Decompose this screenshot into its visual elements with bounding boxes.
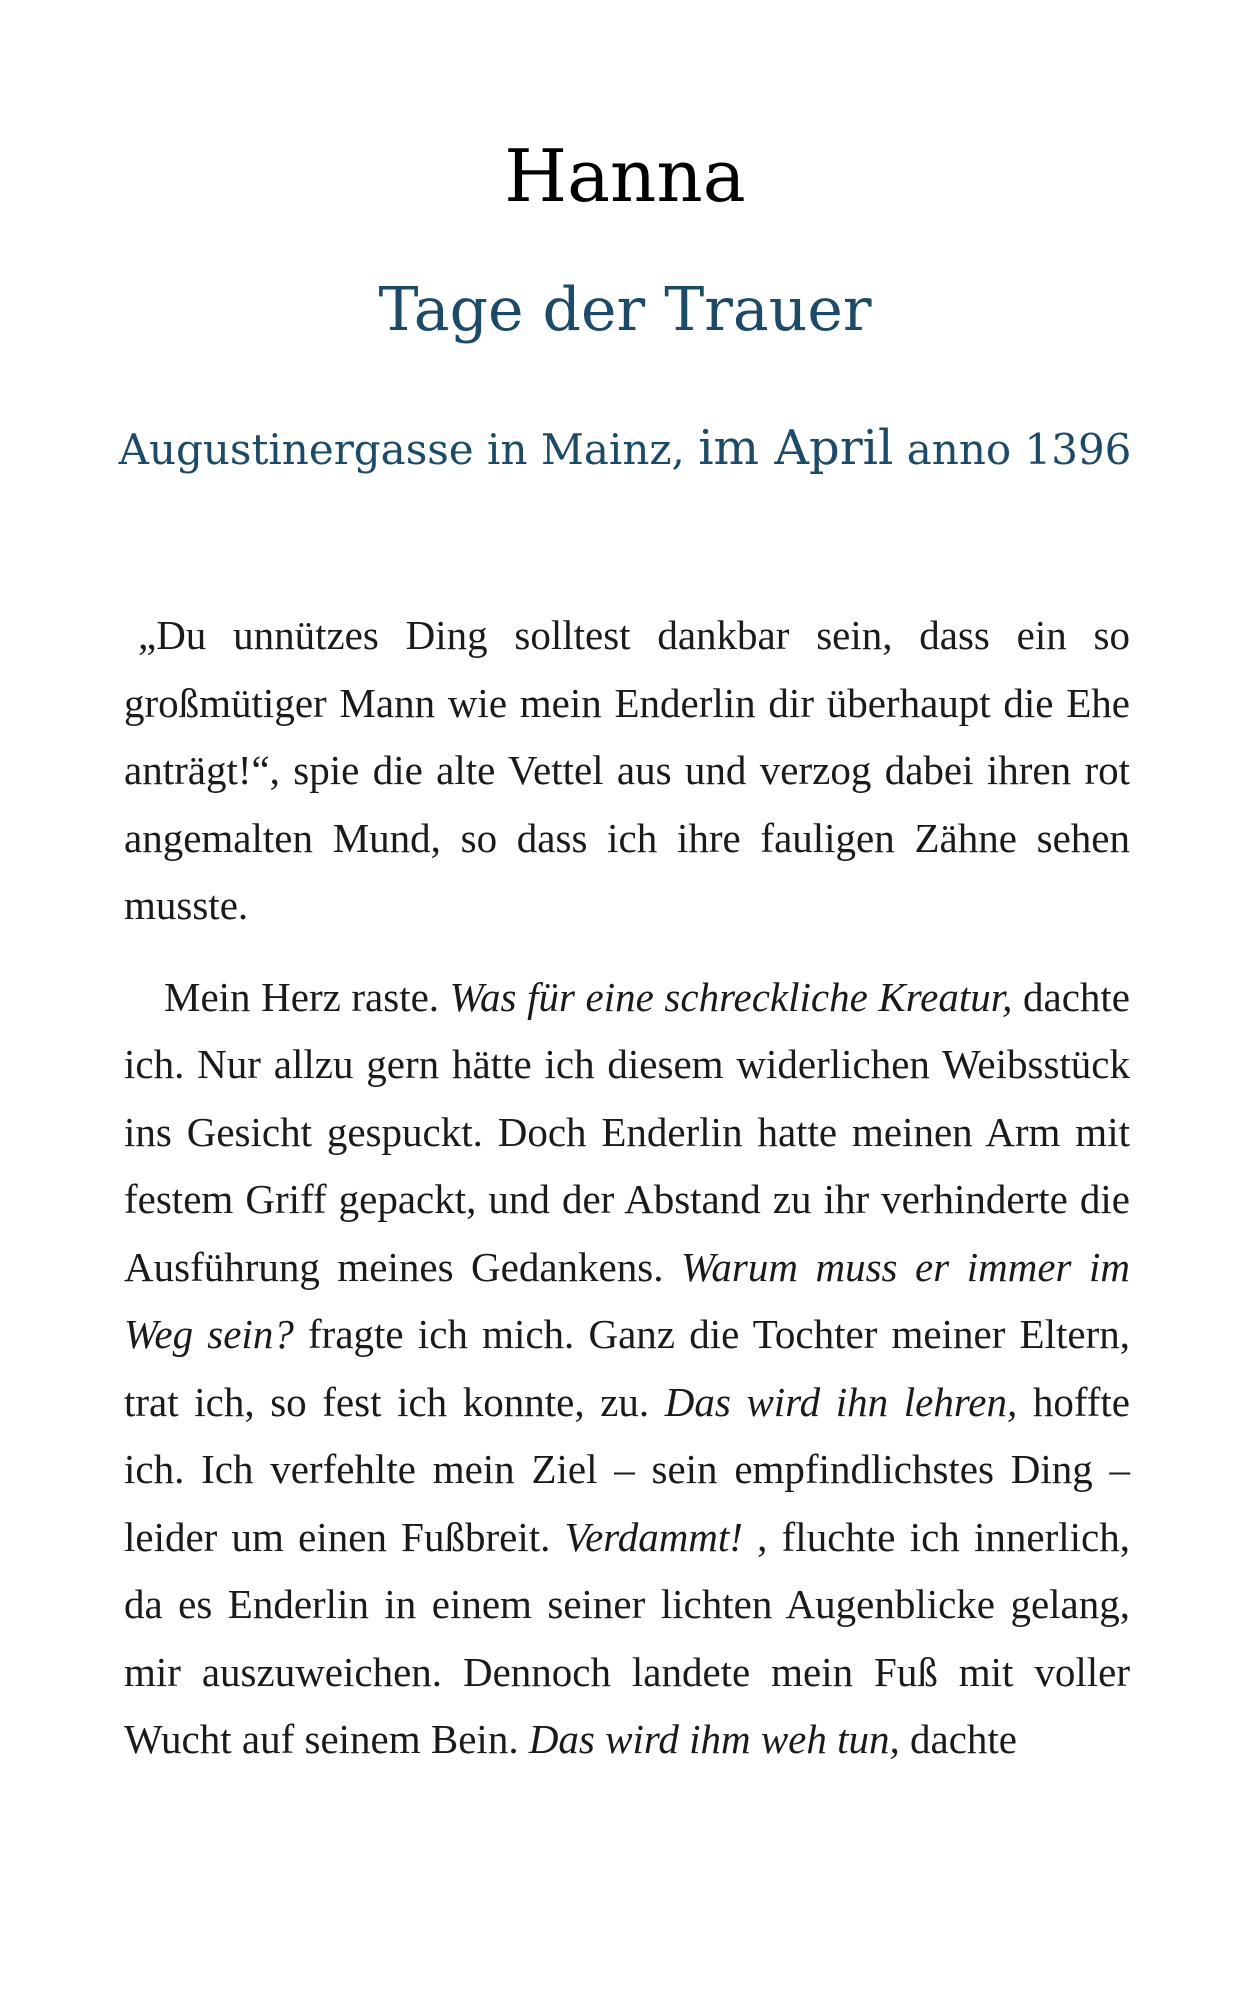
text-run: hoffte ich. Ich verfehlte mein Ziel – sein empfindlichstes Ding – leider um einen Fußbreit. <box>124 1378 1130 1560</box>
italic-thought: Was für eine schreckliche Kreatur, <box>449 973 1013 1020</box>
place-month: im April <box>698 420 894 476</box>
text-run: dachte ich. Nur allzu gern hätte ich diesem widerlichen Weibsstück ins Gesicht gespuckt. Doch Enderlin hatte meinen Arm mit festem Griff gepackt, und der Abstand zu ihr verhinderte die Ausführung meines Gedankens. <box>124 973 1130 1290</box>
text-run: „Du unnützes Ding solltest dankbar sein, dass ein so großmütiger Mann wie mein Enderlin dir überhaupt die Ehe anträgt!“, spie die alte Vettel aus und verzog dabei ihren rot angemalten Mund, so dass ich ihre fauligen Zähne sehen musste. <box>124 612 1130 928</box>
italic-thought: Warum muss er immer im Weg sein? <box>124 1243 1130 1357</box>
text-run: Mein Herz raste. <box>164 973 450 1020</box>
place-year: anno 1396 <box>893 425 1132 474</box>
text-run: fragte ich mich. Ganz die Tochter meiner Eltern, trat ich, so fest ich konnte, zu. <box>124 1311 1130 1425</box>
italic-thought: Das wird ihm weh tun, <box>528 1716 900 1762</box>
chapter-subtitle: Tage der Trauer <box>378 275 872 345</box>
italic-thought: Verdammt! <box>564 1513 743 1560</box>
italic-thought: Das wird ihn lehren, <box>664 1378 1018 1425</box>
chapter-place-date <box>0 418 1250 480</box>
chapter-body <box>124 602 1130 1774</box>
chapter-title: Hanna <box>504 134 746 218</box>
text-run: dachte <box>899 1716 1017 1762</box>
text-run: , fluchte ich innerlich, da es Enderlin in einem seiner lichten Augenblicke gelang, mir auszuweichen. Dennoch landete mein Fuß mit voller Wucht auf seinem Bein. <box>124 1513 1130 1762</box>
body-paragraph <box>124 602 1130 940</box>
body-paragraph <box>124 964 1130 1774</box>
place-text: Augustinergasse in Mainz, <box>118 425 699 474</box>
